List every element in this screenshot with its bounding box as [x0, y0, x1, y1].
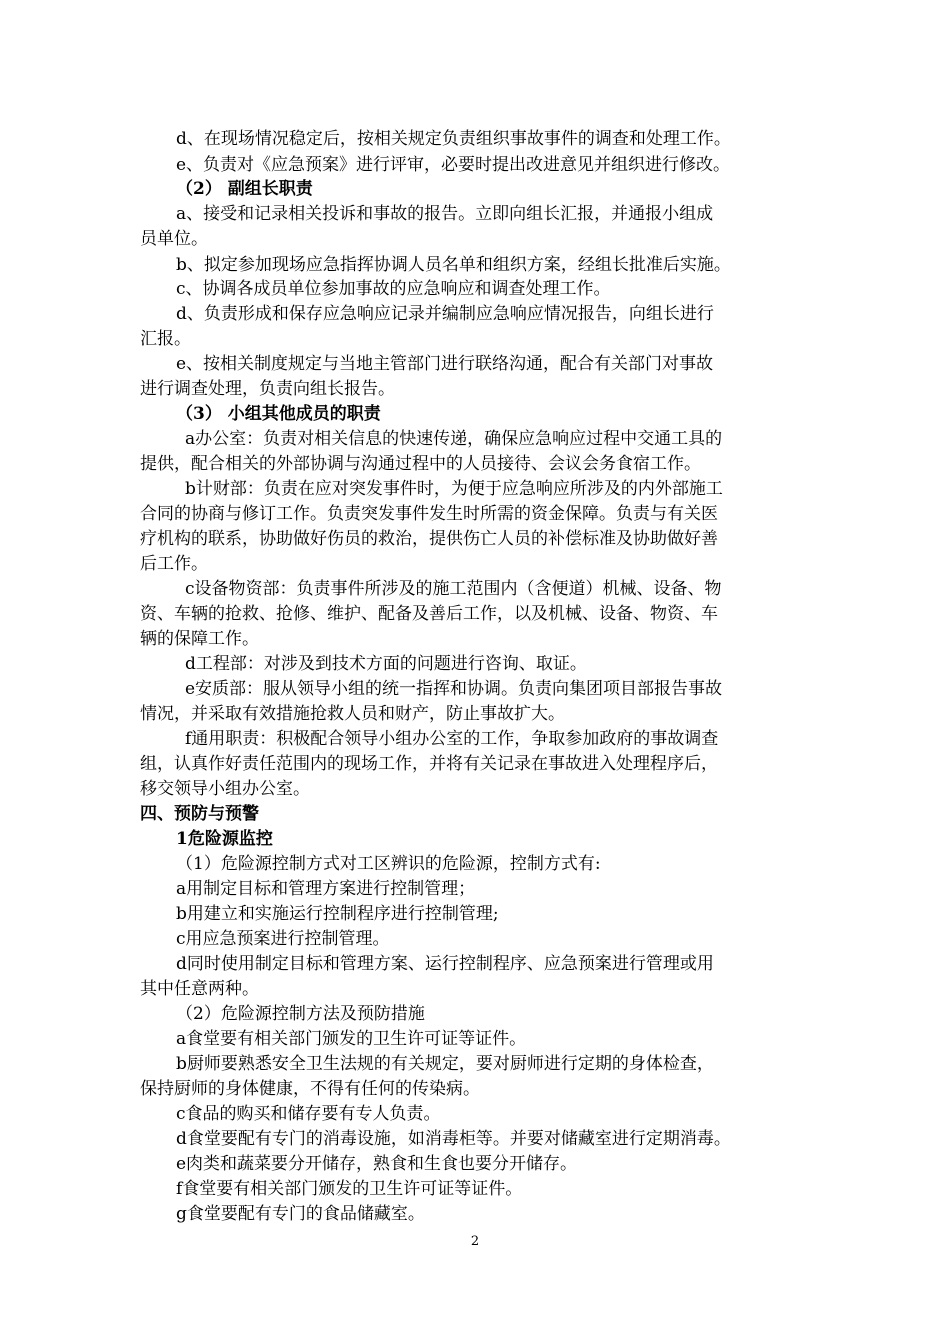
page-number: 2 [470, 1234, 480, 1249]
text-line: e、负责对《应急预案》进行评审，必要时提出改进意见并组织进行修改。 [176, 155, 731, 175]
text-line: a办公室：负责对相关信息的快速传递，确保应急响应过程中交通工具的 [185, 429, 723, 449]
text-line: 情况，并采取有效措施抢救人员和财产，防止事故扩大。 [140, 704, 565, 724]
text-line: 进行调查处理，负责向组长报告。 [140, 379, 395, 399]
text-line: b用建立和实施运行控制程序进行控制管理; [176, 904, 499, 924]
text-line: b、拟定参加现场应急指挥协调人员名单和组织方案，经组长批准后实施。 [176, 255, 731, 275]
text-line: （2）危险源控制方法及预防措施 [176, 1004, 425, 1024]
section-heading: （3） 小组其他成员的职责 [176, 404, 381, 424]
text-line: d、负责形成和保存应急响应记录并编制应急响应情况报告，向组长进行 [176, 304, 714, 324]
text-line: b计财部：负责在应对突发事件时，为便于应急响应所涉及的内外部施工 [185, 479, 723, 499]
text-line: a食堂要有相关部门颁发的卫生许可证等证件。 [176, 1029, 527, 1049]
text-line: 辆的保障工作。 [140, 629, 259, 649]
subsection-heading: 1危险源监控 [176, 829, 273, 849]
text-line: 组，认真作好责任范围内的现场工作，并将有关记录在事故进入处理程序后， [140, 754, 718, 774]
text-line: f食堂要有相关部门颁发的卫生许可证等证件。 [176, 1179, 523, 1199]
text-line: d工程部：对涉及到技术方面的问题进行咨询、取证。 [185, 654, 587, 674]
text-line: a用制定目标和管理方案进行控制管理； [176, 879, 476, 899]
text-line: d同时使用制定目标和管理方案、运行控制程序、应急预案进行管理或用 [176, 954, 714, 974]
text-line: g食堂要配有专门的食品储藏室。 [176, 1204, 425, 1224]
text-line: 汇报。 [140, 329, 191, 349]
text-line: （1）危险源控制方式对工区辨识的危险源，控制方式有: [176, 854, 601, 874]
text-line: d、在现场情况稳定后，按相关规定负责组织事故事件的调查和处理工作。 [176, 129, 731, 149]
text-line: 提供，配合相关的外部协调与沟通过程中的人员接待、会议会务食宿工作。 [140, 454, 701, 474]
text-line: c设备物资部：负责事件所涉及的施工范围内（含便道）机械、设备、物 [185, 579, 722, 599]
text-line: e、按相关制度规定与当地主管部门进行联络沟通，配合有关部门对事故 [176, 354, 714, 374]
text-line: d食堂要配有专门的消毒设施，如消毒柜等。并要对储藏室进行定期消毒。 [176, 1129, 731, 1149]
text-line: f通用职责：积极配合领导小组办公室的工作，争取参加政府的事故调查 [185, 729, 719, 749]
text-line: 后工作。 [140, 554, 208, 574]
text-line: 资、车辆的抢救、抢修、维护、配备及善后工作，以及机械、设备、物资、车 [140, 604, 718, 624]
text-line: 保持厨师的身体健康，不得有任何的传染病。 [140, 1079, 480, 1099]
chapter-heading: 四、预防与预警 [140, 804, 259, 824]
text-line: 移交领导小组办公室。 [140, 779, 310, 799]
text-line: 员单位。 [140, 229, 208, 249]
text-line: c、协调各成员单位参加事故的应急响应和调查处理工作。 [176, 279, 611, 299]
text-line: e安质部：服从领导小组的统一指挥和协调。负责向集团项目部报告事故 [185, 679, 723, 699]
text-line: 合同的协商与修订工作。负责突发事件发生时所需的资金保障。负责与有关医 [140, 504, 718, 524]
text-line: e肉类和蔬菜要分开储存，熟食和生食也要分开储存。 [176, 1154, 578, 1174]
text-line: 疗机构的联系，协助做好伤员的救治，提供伤亡人员的补偿标准及协助做好善 [140, 529, 718, 549]
text-line: 其中任意两种。 [140, 979, 259, 999]
section-heading: （2） 副组长职责 [176, 179, 313, 199]
text-line: c食品的购买和储存要有专人负责。 [176, 1104, 441, 1124]
text-line: a、接受和记录相关投诉和事故的报告。立即向组长汇报，并通报小组成 [176, 204, 714, 224]
text-line: b厨师要熟悉安全卫生法规的有关规定，要对厨师进行定期的身体检查， [176, 1054, 714, 1074]
text-line: c用应急预案进行控制管理。 [176, 929, 390, 949]
